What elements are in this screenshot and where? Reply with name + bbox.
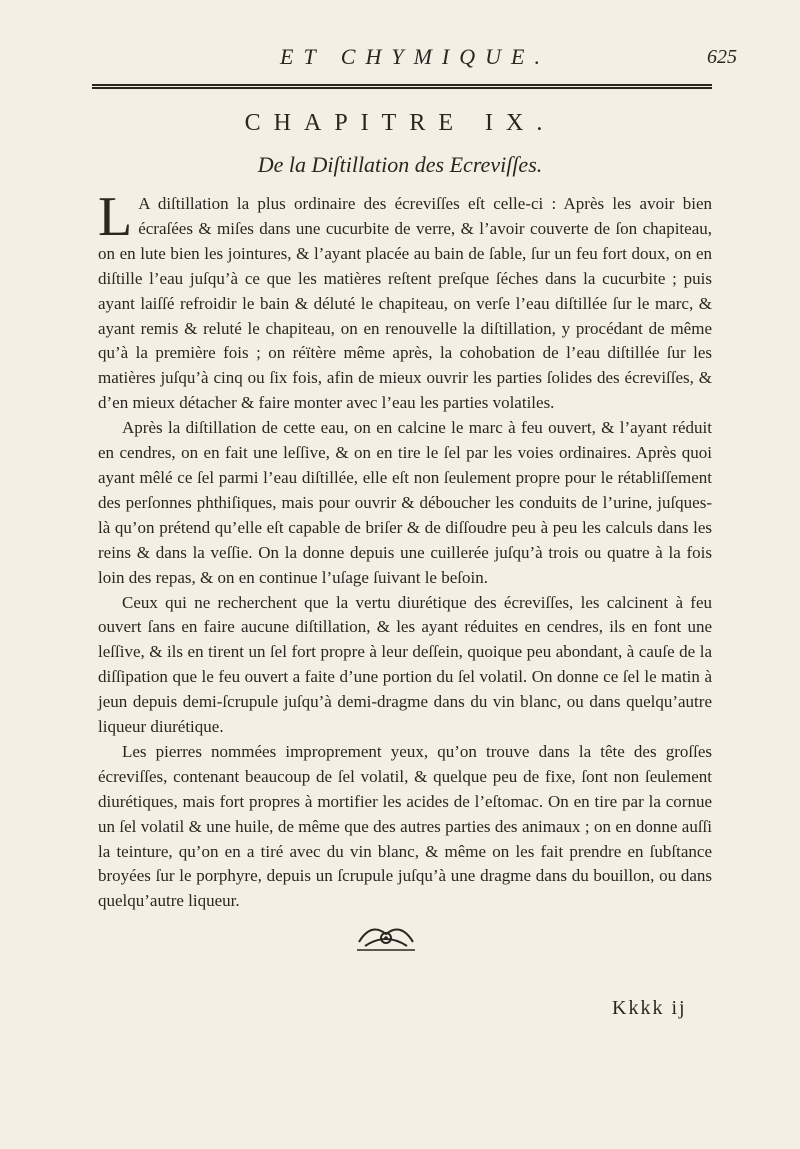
signature-mark: Kkkk ij — [612, 997, 687, 1019]
body-text — [98, 186, 712, 914]
chapter-subtitle: De la Diſtillation des Ecreviſſes. — [257, 152, 543, 177]
header-rule — [92, 84, 712, 90]
chapter-title: CHAPITRE IX. — [244, 110, 556, 136]
paragraph-2: Après la diſtillation de cette eau, on en calcine le marc à feu ouvert, & l’ayant réduit en cendres, on en fait une leſſive, & on en tire le ſel par les voies ordinaires. Après quoi ayant mêlé ce ſel parmi l’eau diſtillée, elle eſt non ſeulement propre pour le rétabliſſement des perſonnes phthiſiques, mais pour ouvrir & déboucher les conduits de l’urine, juſques-là qu’on prétend qu’elle eſt capable de briſer & de diſſoudre peu à peu les calculs dans les reins & dans la veſſie. On la donne depuis une cuillerée juſqu’à trois ou quatre à la fois loin des repas, & on en continue l’uſage ſuivant le beſoin. — [98, 418, 712, 587]
page-number: 625 — [707, 46, 737, 68]
drop-cap: L — [98, 186, 133, 248]
paragraph-1 — [98, 186, 712, 416]
paragraph-4: Les pierres nommées improprement yeux, qu’on trouve dans la tête des groſſes écreviſſes, contenant beaucoup de ſel volatil, & quelque peu de fixe, ſont non ſeulement diurétiques, mais fort propres à mortifier les acides de l’eſtomac. On en tire par la cornue un ſel volatil & une huile, de même que des autres parties des animaux ; on en donne auſſi la teinture, qu’on en a tiré avec du vin blanc, & même on les fait prendre en ſubſtance broyées ſur le porphyre, depuis un ſcrupule juſqu’à une dragme dans du bouillon, ou dans quelqu’autre liqueur. — [98, 741, 712, 911]
running-head: ET CHYMIQUE. — [280, 44, 550, 69]
ornament-icon — [355, 920, 417, 952]
paragraph-1-text: A diſtillation la plus ordinaire des écreviſſes eſt celle-ci : Après les avoir bien écraſées & miſes dans une cucurbite de verre, & l’avoir couverte de ſon chapiteau, on en lute bien les jointures, & l’ayant placée au bain de ſable, ſur un feu fort doux, on en diſtille l’eau juſqu’à ce que les matières reſtent preſque ſéches dans la cucurbite ; puis ayant laiſſé refroidir le bain & déluté le chapiteau, on verſe l’eau diſtillée ſur le marc, & ayant remis & reluté le chapiteau, on en renouvelle la diſtillation, y procédant de même qu’à la première fois ; on réïtère même après, la cohobation de l’eau diſtillée ſur les matières juſqu’à cinq ou ſix fois, afin de mieux ouvrir les parties ſolides des écreviſſes, & d’en mieux détacher & faire monter avec l’eau les parties volatiles. — [98, 194, 712, 413]
paragraph-3: Ceux qui ne recherchent que la vertu diurétique des écreviſſes, les calcinent à feu ouvert ſans en faire aucune diſtillation, & les ayant réduites en cendres, ils en font une leſſive, & ils en tirent un ſel fort propre à leur deſſein, quoique peu abondant, à cauſe de la diſſipation que le feu ouvert a faite d’une portion du ſel volatil. On donne ce ſel le matin à jeun depuis demi-ſcrupule juſqu’à demi-dragme dans du vin blanc, ou dans quelqu’autre liqueur diurétique. — [98, 592, 712, 737]
